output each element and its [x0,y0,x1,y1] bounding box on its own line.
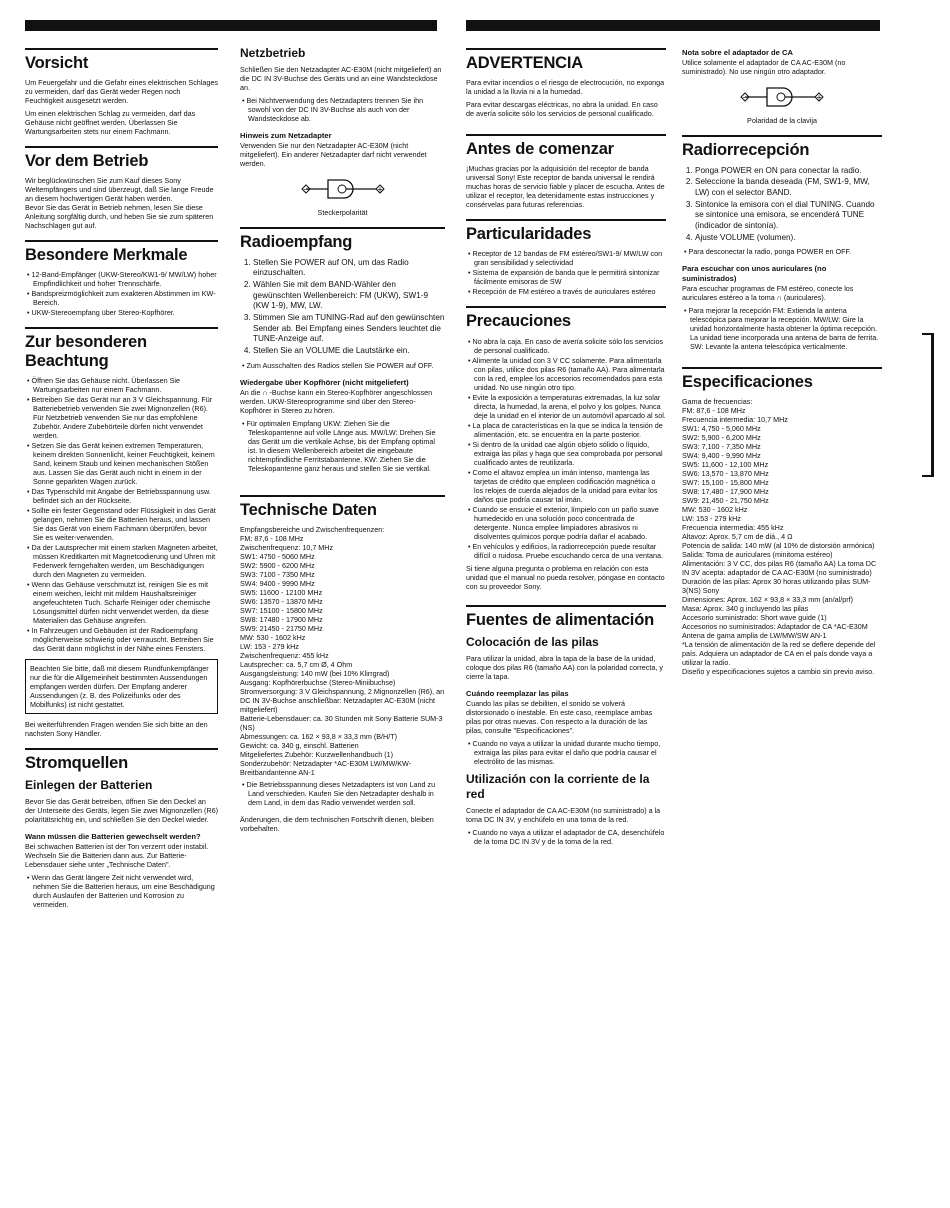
section-title-technische-daten: Technische Daten [240,501,377,520]
column-german-2 [240,38,445,837]
battery-note-list [25,873,218,909]
list-item: • Sistema de expansión de banda que le permitirá sintonizar fácilmente emisoras de SW [474,268,666,286]
column-spanish-2 [682,38,882,676]
spec-line: SW6: 13,570 - 13,870 MHz [682,469,769,479]
list-item: • Bandspreizmöglichkeit zum exakteren Abstimmen im KW-Bereich. [33,289,218,307]
step-item: 4. Ajuste VOLUME (volumen). [695,233,882,244]
paragraph: Bevor Sie das Gerät in Betrieb nehmen, lesen Sie diese Anleitung sorgfältig durch, und heben Sie sie zum späteren Nachschlagen gut auf. [25,203,214,231]
section-title-particularidades: Particularidades [466,225,592,244]
section-rule [466,306,666,308]
list-item: • Da der Lautsprecher mit einem starken Magneten arbeitet, müssen Kreditkarten mit Magnetcodierung und Uhren mit Federwerk ferngehalten werden, um Beschädigungen durch den Magneten zu vermeiden. [33,543,218,579]
list-item: • In Fahrzeugen und Gebäuden ist der Radioempfang möglicherweise schwierig oder verrauscht. Betreiben Sie das Gerät dann möglichst in der Nähe eines Fensters. [33,626,218,653]
spec-line: SW7: 15100 - 15800 MHz [240,606,323,616]
section-rule [682,135,882,137]
section-title-stromquellen: Stromquellen [25,753,129,772]
paragraph: Conecte el adaptador de CA AC-E30M (no suministrado) a la toma DC IN 3V, y enchúfelo en una toma de la red. [466,806,661,825]
subheading-hinweis: Hinweis zum Netzadapter [240,131,332,140]
spec-line: Batterie-Lebensdauer: ca. 30 Stunden mit Sony Batterie SUM-3 (NS) [240,714,443,733]
svg-text:+: + [816,93,822,102]
step-item: 1. Stellen Sie POWER auf ON, um das Radio einzuschalten. [253,258,445,279]
spec-line: SW7: 15,100 - 15,800 MHz [682,478,769,488]
spec-line: Salida: Toma de auriculares (minitoma estéreo) [682,550,833,560]
spec-line: Stromversorgung: 3 V Gleichspannung, 2 Mignonzellen (R6), an DC IN 3V-Buchse anschließbar: Netzadapter AC-E30M (nicht mitgeliefert) [240,687,445,715]
paragraph: Para escuchar programas de FM estéreo, conecte los auriculares estéreo a la toma ∩ (auriculares). [682,284,854,303]
spec-line: SW4: 9,400 - 9,990 MHz [682,451,761,461]
section-rule [240,227,445,229]
step-item: 2. Seleccione la banda deseada (FM, SW1-9, MW, LW) con el selector BAND. [695,177,882,198]
spec-line: SW8: 17480 - 17900 MHz [240,615,323,625]
features-list [25,270,218,317]
paragraph: Um einen elektrischen Schlag zu vermeiden, darf das Gehäuse nicht geöffnet werden. Überlassen Sie Wartungsarbeiten stets nur einem Fachmann. [25,109,196,137]
list-item: • Öffnen Sie das Gehäuse nicht. Überlassen Sie Wartungsarbeiten nur einem Fachmann. [33,376,218,394]
spec-note-list [240,780,445,807]
spec-line: Dimensiones: Aprox. 162 × 93,8 × 33,3 mm (an/al/prf) [682,595,853,605]
step-item: 3. Stimmen Sie am TUNING-Rad auf den gewünschten Sender ab. Bei Empfang eines Senders leuchtet die TUNE-Anzeige auf. [253,313,445,345]
spec-line: LW: 153 - 279 kHz [240,642,299,652]
list-item: • Die Betriebsspannung dieses Netzadapters ist von Land zu Land verschieden. Kaufen Sie den Netzadapter deshalb in dem Land, in dem das Radio verwendet werden soll. [248,780,445,807]
spec-line: *La tensión de alimentación de la red se deflere depende del país. Adquiera un adaptador de CA en el país donde vaya a utilizar la radio. [682,640,876,668]
spec-line: SW1: 4750 - 5060 MHz [240,552,315,562]
list-item: • Sollte ein fester Gegenstand oder Flüssigkeit in das Gerät gelangen, nehmen Sie die Batterien heraus, und lassen Sie das Gerät von einem Fachmann überprüfen, bevor Sie es weiter-verwenden. [33,506,218,542]
list-item: • Si dentro de la unidad cae algún objeto sólido o líquido, extraiga las pilas y haga que sea comprobada por personal cualificado antes de reutilizarla. [474,440,666,467]
subheading-cuando: Cuándo reemplazar las pilas [466,688,569,698]
column-german-1 [25,38,218,913]
section-title-vor-betrieb: Vor dem Betrieb [25,152,149,171]
section-title-precauciones: Precauciones [466,312,571,331]
paragraph: Para evitar incendios o el riesgo de electrocución, no exponga la unidad a la lluvia ni a la humedad. [466,78,665,97]
section-title-fuentes: Fuentes de alimentación [466,610,654,629]
list-item: • Cuando no vaya a utilizar el adaptador de CA, desenchúfelo de la toma DC IN 3V y de la toma de la red. [474,828,666,846]
spec-line: Duración de las pilas: Aprox 30 horas utilizando pilas SUM-3(NS) Sony [682,577,871,596]
spec-line: Frecuencia intermedia: 10,7 MHz [682,415,788,425]
spec-line: Gama de frecuencias: [682,397,753,407]
list-item: • Setzen Sie das Gerät keinen extremen Temperaturen, keinem direkten Sonnenlicht, keiner Feuchtigkeit, keinem Sand, keinem Staub und keinen mechanischen Stößen aus. Lassen Sie das Gerät auch nicht in einem in der Sonne geparkten Wagen zurück. [33,441,218,486]
spec-line: MW: 530 - 1602 kHz [240,633,306,643]
paragraph: Um Feuergefahr und die Gefahr eines elektrischen Schlages zu vermeiden, darf das Gerät weder Regen noch Feuchtigkeit ausgesetzt werden. [25,78,218,106]
spec-line: FM: 87,6 - 108 MHz [682,406,746,416]
list-item: • Zum Ausschalten des Radios stellen Sie POWER auf OFF. [248,361,445,370]
header-bar-left [25,20,437,31]
spec-line: Alimentación: 3 V CC, dos pilas R6 (tamaño AA) La toma DC IN 3V acepta: adaptador de CA AC-E30M (no suministrado) [682,559,877,578]
spec-line: Accesorio suministrado: Short wave guide (1) [682,613,827,623]
section-rule [466,48,666,50]
plug-caption: Polaridad de la clavija [747,116,817,126]
spec-line: SW1: 4,750 - 5,060 MHz [682,424,761,434]
list-item: • Für optimalen Empfang UKW: Ziehen Sie die Teleskopantenne auf volle Länge aus. MW/LW: Drehen Sie das Gerät um die vertikale Achse, bis der Empfang optimal ist. In diesem Wellenbereich arbeitet die eingebaute richtempfindliche Ferritstabantenne. KW: Ziehen Sie die Teleskopantenne ganz heraus und stellen Sie sie vertikal. [248,419,445,473]
list-item: • Para mejorar la recepción FM: Extienda la antena telescópica para mejorar la recepción. MW/LW: Gire la unidad horizontalmente hasta obtener la óptima recepción. La unidad tiene incorporada una antena de barra de ferrita. SW: Levante la antena telescópica verticalmente. [690,306,882,351]
plug-caption: Steckerpolarität [317,208,368,218]
spec-line: SW5: 11600 - 12100 MHz [240,588,323,598]
paragraph: Bei weiterführenden Fragen wenden Sie sich bitte an den nachsten Sony Händler. [25,719,208,738]
list-item: • Cuando no vaya a utilizar la unidad durante mucho tiempo, extraiga las pilas para evitar el daño que podría causar el electrólito de las mismas. [474,739,666,766]
paragraph: Wir beglückwünschen Sie zum Kauf dieses Sony Weltempfängers und sind überzeugt, daß Sie lange Freude an diesem hochwertigen Gerät haben werden. [25,176,214,204]
spec-line: Ausgang: Kopfhörerbuchse (Stereo-Miniibuchse) [240,678,396,688]
step-item: 3. Sintonice la emisora con el dial TUNING. Cuando se sintonice una emisora, se encenderá TUNE (indicador de sintonía). [695,200,882,232]
svg-text:+: + [376,185,383,194]
list-item: • Betreiben Sie das Gerät nur an 3 V Gleichspannung. Für Batteriebetrieb verwenden Sie zwei Mignonzellen (R6). Für Netzbetrieb verwenden Sie nur das empfohlene Zubehör. Andere Zubehörteile dürfen nicht verwendet werden. [33,395,218,440]
battery-note-list [466,739,666,766]
notice-box: Beachten Sie bitte, daß mit diesem Rundfunkempfänger nur die für die Allgemeinheit bestimmten Aussendungen empfangen werden dürfen. Der Empfang anderer Aussendungen (z. B. des Polizeifunks oder des Mobilfunks) ist nicht gestattet. [25,659,218,714]
polarity-diagram [682,80,882,125]
list-item: • Alimente la unidad con 3 V CC solamente. Para alimentarla con pilas, utilice dos pilas R6 (tamaño AA). Para alimentarla con la red, emplee los accesorios recomendados para esta unidad. No use ningún otro tipo. [474,356,666,392]
spec-line: MW: 530 - 1602 kHz [682,505,748,515]
section-title-vorsicht: Vorsicht [25,54,89,72]
off-list [682,247,882,256]
list-item: • Recepción de FM estéreo a través de auriculares estéreo [474,287,666,296]
spec-line: Diseño y especificaciones sujetos a cambio sin previo aviso. [682,667,875,677]
spec-line: Sonderzubehör: Netzadapter *AC-E30M LW/MW/KW-Breitbandantenne AN-1 [240,759,412,778]
list-item: • Das Typenschild mit Angabe der Betriebsspannung usw. befindet sich an der Rückseite. [33,487,218,505]
svg-text:−: − [302,185,309,194]
list-item: • Cuando se ensucie el exterior, límpielo con un paño suave humedecido en una solución poco concentrada de detergente. Nunca emplee limpiadores abrasivos ni disolventes químicos porque podría dañar el acabado. [474,505,666,541]
plug-polarity-icon [737,80,827,114]
spec-line: SW2: 5900 - 6200 MHz [240,561,315,571]
spec-line: Mitgeliefertes Zubehör: Kurzwellenhandbuch (1) [240,750,394,760]
subheading-wann: Wann müssen die Batterien gewechselt werden? [25,831,201,841]
off-list [240,361,445,370]
steps-list [682,166,882,244]
svg-text:−: − [742,93,748,102]
subheading-nota: Nota sobre el adaptador de CA [682,48,793,57]
spec-line: Accesorios no suministrados: Adaptador de CA *AC-E30M Antena de gama amplia de LW/MW/SW AN-1 [682,622,868,641]
spec-line: Frecuencia intermedia: 455 kHz [682,523,784,533]
paragraph: Bei schwachen Batterien ist der Ton verzerrt oder instabil. Wechseln Sie die Batterien dann aus. Zur Batterie-Lebensdauer siehe unter „Technische Daten". [25,842,209,870]
spec-line: Abmessungen: ca. 162 × 93,8 × 33,3 mm (B/H/T) [240,732,398,742]
section-title-beachtung: Zur besonderen Beachtung [25,333,147,370]
spec-line: Zwischenfrequenz: 10,7 MHz [240,543,334,553]
section-title-antes: Antes de comenzar [466,140,614,159]
spec-line: Gewicht: ca. 340 g, einschl. Batterien [240,741,359,751]
section-title-especificaciones: Especificaciones [682,373,813,392]
list-item: • Wenn das Gerät längere Zeit nicht verwendet wird, nehmen Sie die Batterien heraus, um eine Beschädigung durch Auslaufen der Batterien und Korrosion zu vermeiden. [33,873,218,909]
paragraph: Cuando las pilas se debiliten, el sonido se volverá distorsionado o inestable. En este caso, reemplace ambas pilas por otras nuevas. Con respecto a la duración de las pilas, consulte "Especificaciones". [466,699,653,736]
spec-line: SW8: 17,480 - 17,900 MHz [682,487,769,497]
subsection-title-red: Utilización con la corriente de la red [466,772,650,802]
list-item: • Wenn das Gehäuse verschmutzt ist, reinigen Sie es mit einem weichen, leicht mit mildem Haushaltsreiniger angefeuchteten Tuch. Scharfe Reiniger oder chemische Lösungsmittel dürfen nicht verwendet werden, da diese Materialien das Gehäuse angreifen. [33,580,218,625]
paragraph: Schließen Sie den Netzadapter AC-E30M (nicht mitgeliefert) an die DC IN 3V-Buchse des Geräts und an eine Wandsteckdose an. [240,65,442,92]
section-rule [466,605,666,607]
paragraph: ¡Muchas gracias por la adquisición del receptor de banda universal Sony! Este receptor de banda universal le rendirá muchas horas de servicio fiable y placer de escucha. Antes de utilizar el receptor, lea detenidamente estas instrucciones y consérvelas para futuras referencias. [466,164,665,210]
subheading-auriculares: Para escuchar con unos auriculares (no suministrados) [682,264,827,283]
spec-line: LW: 153 - 279 kHz [682,514,741,524]
section-title-radiorrecepcion: Radiorrecepción [682,141,810,160]
reception-tips-list [682,306,882,351]
paragraph: Utilice solamente el adaptador de CA AC-E30M (no suministrado). No use ningún otro adaptador. [682,58,846,77]
section-rule [466,219,666,221]
paragraph: Änderungen, die dem technischen Fortschrift dienen, bleiben vorbehalten. [240,815,434,834]
paragraph: Bevor Sie das Gerät betreiben, öffnen Sie den Deckel an der Unterseite des Geräts, legen Sie zwei Mignonzellen (R6) polaritätsrichtig ein, und schließen Sie den Deckel wieder. [25,796,218,824]
section-title-netzbetrieb: Netzbetrieb [240,46,306,60]
features-list [466,249,666,296]
step-item: 1. Ponga POWER en ON para conectar la radio. [695,166,882,177]
paragraph: Si tiene alguna pregunta o problema en relación con esta unidad que el manual no pueda resolver, póngase en contacto con su proveedor Sony. [466,563,665,591]
section-rule [25,48,218,50]
section-title-advertencia: ADVERTENCIA [466,54,583,72]
list-item: • UKW-Stereoempfang über Stereo-Kopfhörer. [33,308,218,317]
paragraph: An die ∩ -Buchse kann ein Stereo-Kopfhörer angeschlossen werden. UKW-Stereoprogramme sind über den Stereo-Kopfhörer in Stereo zu hören. [240,388,433,416]
section-rule [25,240,218,242]
subsection-title-batterien: Einlegen der Batterien [25,777,153,792]
spec-line: SW5: 11,600 - 12,100 MHz [682,460,769,470]
cautions-list [466,337,666,560]
list-item: • Receptor de 12 bandas de FM estéreo/SW1-9/ MW/LW con gran sensibilidad y selectividad [474,249,666,267]
section-rule [682,367,882,369]
spec-list [682,397,882,676]
reception-tips-list [240,419,445,473]
spec-line: Empfangsbereiche und Zwischenfrequenzen: [240,525,385,535]
paragraph: Para evitar descargas eléctricas, no abra la unidad. En caso de avería solicite sólo los servicios de personal cualificado. [466,100,658,119]
list-item: • Evite la exposición a temperaturas extremadas, la luz solar directa, la humedad, la arena, el polvo y los golpes. Nunca deje la unidad en el interior de un automóvil aparcado al sol. [474,393,666,420]
section-rule [240,495,445,497]
step-item: 4. Stellen Sie an VOLUME die Lautstärke ein. [253,346,445,357]
column-spanish-1 [466,38,666,850]
spec-line: Altavoz: Aprox. 5,7 cm de diá., 4 Ω [682,532,793,542]
subsection-title-pilas: Colocación de las pilas [466,634,599,649]
spec-line: SW6: 13570 - 13870 MHz [240,597,323,607]
steps-list [240,258,445,357]
list-item: • No abra la caja. En caso de avería solicite sólo los servicios de personal cualificado. [474,337,666,355]
list-item: • En vehículos y edificios, la radiorrecepción puede resultar difícil o ruidosa. Pruebe escuchando cerca de una ventana. [474,542,666,560]
spec-line: Zwischenfrequenz: 455 kHz [240,651,329,661]
spec-line: SW2: 5,900 - 6,200 MHz [682,433,761,443]
list-item: • 12-Band-Empfänger (UKW-Stereo/KW1-9/ MW/LW) hoher Empfindlichkeit und hoher Trennschärfe. [33,270,218,288]
section-rule [25,327,218,329]
step-item: 2. Wählen Sie mit dem BAND-Wähler den gewünschten Wellenbereich: FM (UKW), SW1-9 (KW 1-9), MW, LW. [253,280,445,312]
spec-list [240,525,445,777]
section-title-merkmale: Besondere Merkmale [25,246,188,265]
cautions-list [25,376,218,653]
section-rule [25,146,218,148]
list-item: • Para desconectar la radio, ponga POWER en OFF. [690,247,882,256]
spec-line: SW3: 7,100 - 7,350 MHz [682,442,761,452]
ac-list [466,828,666,846]
ac-list [240,96,445,123]
section-rule [466,134,666,136]
plug-polarity-icon [298,172,388,206]
subheading-kopfhoerer: Wiedergabe über Kopfhörer (nicht mitgeliefert) [240,377,409,387]
header-bar-right [466,20,880,31]
paragraph: Para utilizar la unidad, abra la tapa de la base de la unidad, coloque dos pilas R6 (tamaño AA) con la polaridad correcta, y cierre la tapa. [466,653,663,681]
section-title-radioempfang: Radioempfang [240,233,353,252]
polarity-diagram [240,172,445,217]
section-rule [25,748,218,750]
margin-bracket [922,333,934,477]
spec-line: SW3: 7100 - 7350 MHz [240,570,315,580]
list-item: • La placa de características en la que se indica la tensión de alimentación, etc. se encuentra en la parte posterior. [474,421,666,439]
spec-line: SW9: 21,450 - 21,750 MHz [682,496,769,506]
spec-line: FM: 87,6 - 108 MHz [240,534,304,544]
spec-line: Ausgangsleistung: 140 mW (bei 10% Klirrgrad) [240,669,390,679]
spec-line: Lautsprecher: ca. 5,7 cm Ø, 4 Ohm [240,660,353,670]
spec-line: Masa: Aprox. 340 g incluyendo las pilas [682,604,809,614]
list-item: • Bei Nichtverwendung des Netzadapters trennen Sie ihn sowohl von der DC IN 3V-Buchse als auch von der Wandsteckdose ab. [248,96,445,123]
spec-line: Potencia de salida: 140 mW (al 10% de distorsión armónica) [682,541,875,551]
paragraph: Verwenden Sie nur den Netzadapter AC-E30M (nicht mitgeliefert). Ein anderer Netzadapter darf nicht verwendet werden. [240,141,427,169]
list-item: • Como el altavoz emplea un imán intenso, mantenga las tarjetas de crédito que empleen codificación magnética o los relojes de cuerda alejados de la unidad para evitar los daños que podría causar tal imán. [474,468,666,504]
spec-line: SW4: 9400 - 9990 MHz [240,579,315,589]
spec-line: SW9: 21450 - 21750 MHz [240,624,323,634]
